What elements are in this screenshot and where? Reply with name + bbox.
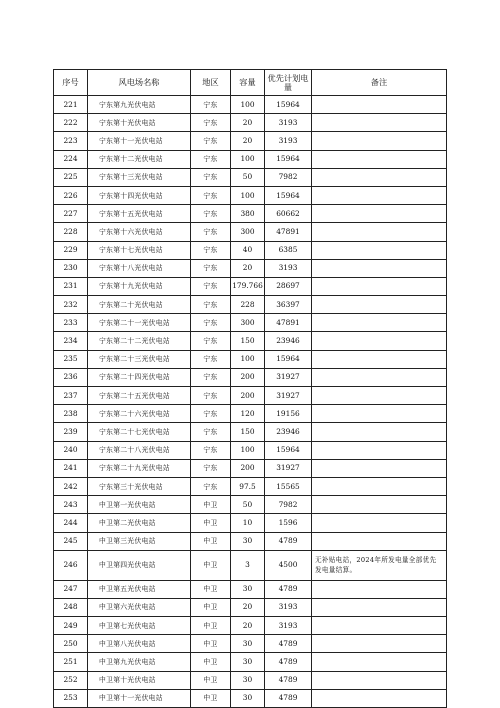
cell-index: 241	[54, 459, 88, 477]
cell-remarks	[312, 259, 447, 277]
cell-capacity: 20	[231, 617, 265, 635]
cell-station-name: 中卫第十光伏电站	[88, 671, 191, 689]
cell-station-name: 宁东第十一光伏电站	[88, 132, 191, 150]
cell-station-name: 宁东第二十光伏电站	[88, 296, 191, 314]
cell-priority-energy: 3193	[265, 598, 312, 616]
cell-region: 中卫	[191, 689, 231, 707]
power-station-table	[53, 69, 447, 708]
cell-region: 宁东	[191, 368, 231, 386]
table-row	[54, 96, 447, 114]
table-row	[54, 405, 447, 423]
cell-region: 中卫	[191, 617, 231, 635]
cell-region: 宁东	[191, 96, 231, 114]
cell-index: 224	[54, 150, 88, 168]
cell-capacity: 40	[231, 241, 265, 259]
cell-region: 宁东	[191, 223, 231, 241]
table-row	[54, 441, 447, 459]
cell-remarks	[312, 205, 447, 223]
table-row	[54, 368, 447, 386]
cell-remarks	[312, 241, 447, 259]
header-name: 风电场名称	[88, 70, 191, 96]
cell-region: 宁东	[191, 186, 231, 204]
cell-index: 240	[54, 441, 88, 459]
cell-remarks	[312, 132, 447, 150]
table-row	[54, 150, 447, 168]
table-row	[54, 635, 447, 653]
cell-station-name: 宁东第十四光伏电站	[88, 186, 191, 204]
cell-remarks	[312, 423, 447, 441]
cell-index: 229	[54, 241, 88, 259]
table-row	[54, 205, 447, 223]
cell-priority-energy: 3193	[265, 617, 312, 635]
cell-remarks	[312, 598, 447, 616]
table-row	[54, 671, 447, 689]
cell-station-name: 中卫第七光伏电站	[88, 617, 191, 635]
cell-priority-energy: 4789	[265, 580, 312, 598]
table-header-row	[54, 70, 447, 96]
cell-priority-energy: 7982	[265, 168, 312, 186]
cell-station-name: 中卫第四光伏电站	[88, 550, 191, 580]
cell-station-name: 宁东第二十八光伏电站	[88, 441, 191, 459]
cell-priority-energy: 47891	[265, 314, 312, 332]
cell-remarks	[312, 223, 447, 241]
cell-index: 226	[54, 186, 88, 204]
cell-remarks	[312, 332, 447, 350]
cell-capacity: 30	[231, 532, 265, 550]
cell-index: 249	[54, 617, 88, 635]
cell-priority-energy: 47891	[265, 223, 312, 241]
cell-index: 233	[54, 314, 88, 332]
cell-station-name: 宁东第二十二光伏电站	[88, 332, 191, 350]
table-row	[54, 598, 447, 616]
cell-priority-energy: 4789	[265, 689, 312, 707]
cell-priority-energy: 4789	[265, 635, 312, 653]
cell-region: 宁东	[191, 441, 231, 459]
cell-priority-energy: 15964	[265, 186, 312, 204]
cell-remarks	[312, 459, 447, 477]
cell-region: 宁东	[191, 459, 231, 477]
cell-capacity: 30	[231, 671, 265, 689]
cell-region: 宁东	[191, 132, 231, 150]
cell-priority-energy: 3193	[265, 114, 312, 132]
cell-station-name: 宁东第二十三光伏电站	[88, 350, 191, 368]
cell-region: 中卫	[191, 598, 231, 616]
cell-remarks	[312, 387, 447, 405]
cell-capacity: 300	[231, 223, 265, 241]
cell-index: 246	[54, 550, 88, 580]
cell-remarks	[312, 496, 447, 514]
cell-station-name: 宁东第十光伏电站	[88, 114, 191, 132]
cell-remarks	[312, 96, 447, 114]
cell-region: 中卫	[191, 635, 231, 653]
cell-remarks	[312, 441, 447, 459]
header-capacity: 容量	[231, 70, 265, 96]
cell-capacity: 30	[231, 580, 265, 598]
cell-region: 宁东	[191, 114, 231, 132]
cell-capacity: 200	[231, 368, 265, 386]
cell-station-name: 宁东第二十九光伏电站	[88, 459, 191, 477]
cell-priority-energy: 7982	[265, 496, 312, 514]
cell-region: 中卫	[191, 550, 231, 580]
cell-index: 242	[54, 477, 88, 495]
cell-priority-energy: 15964	[265, 96, 312, 114]
cell-remarks	[312, 314, 447, 332]
header-remarks: 备注	[312, 70, 447, 96]
cell-priority-energy: 4789	[265, 671, 312, 689]
cell-capacity: 3	[231, 550, 265, 580]
cell-station-name: 宁东第三十光伏电站	[88, 477, 191, 495]
cell-station-name: 中卫第一光伏电站	[88, 496, 191, 514]
cell-index: 227	[54, 205, 88, 223]
table-row	[54, 532, 447, 550]
cell-region: 宁东	[191, 168, 231, 186]
cell-priority-energy: 15964	[265, 350, 312, 368]
cell-region: 宁东	[191, 150, 231, 168]
table-row	[54, 653, 447, 671]
cell-index: 230	[54, 259, 88, 277]
cell-index: 248	[54, 598, 88, 616]
cell-index: 225	[54, 168, 88, 186]
cell-region: 宁东	[191, 241, 231, 259]
cell-priority-energy: 23946	[265, 332, 312, 350]
cell-region: 中卫	[191, 496, 231, 514]
cell-capacity: 20	[231, 259, 265, 277]
cell-remarks	[312, 617, 447, 635]
cell-region: 宁东	[191, 332, 231, 350]
cell-capacity: 300	[231, 314, 265, 332]
cell-capacity: 50	[231, 496, 265, 514]
cell-station-name: 中卫第十一光伏电站	[88, 689, 191, 707]
cell-region: 宁东	[191, 350, 231, 368]
cell-capacity: 97.5	[231, 477, 265, 495]
table-row	[54, 186, 447, 204]
cell-station-name: 中卫第九光伏电站	[88, 653, 191, 671]
cell-remarks	[312, 653, 447, 671]
cell-index: 236	[54, 368, 88, 386]
table-row	[54, 314, 447, 332]
header-region: 地区	[191, 70, 231, 96]
cell-region: 宁东	[191, 405, 231, 423]
table-row	[54, 617, 447, 635]
cell-region: 宁东	[191, 296, 231, 314]
table-row	[54, 387, 447, 405]
cell-priority-energy: 31927	[265, 387, 312, 405]
cell-station-name: 中卫第三光伏电站	[88, 532, 191, 550]
cell-station-name: 中卫第五光伏电站	[88, 580, 191, 598]
cell-index: 239	[54, 423, 88, 441]
cell-remarks	[312, 296, 447, 314]
cell-index: 235	[54, 350, 88, 368]
cell-index: 244	[54, 514, 88, 532]
cell-remarks	[312, 168, 447, 186]
cell-priority-energy: 3193	[265, 259, 312, 277]
cell-index: 243	[54, 496, 88, 514]
cell-priority-energy: 23946	[265, 423, 312, 441]
table-row	[54, 580, 447, 598]
table-row	[54, 514, 447, 532]
cell-region: 中卫	[191, 580, 231, 598]
cell-capacity: 150	[231, 423, 265, 441]
cell-priority-energy: 3193	[265, 132, 312, 150]
cell-station-name: 宁东第十二光伏电站	[88, 150, 191, 168]
cell-priority-energy: 6385	[265, 241, 312, 259]
cell-station-name: 宁东第二十四光伏电站	[88, 368, 191, 386]
cell-station-name: 宁东第十五光伏电站	[88, 205, 191, 223]
table-row	[54, 168, 447, 186]
cell-index: 231	[54, 277, 88, 295]
cell-station-name: 宁东第十九光伏电站	[88, 277, 191, 295]
table-row	[54, 132, 447, 150]
cell-priority-energy: 31927	[265, 459, 312, 477]
cell-remarks	[312, 150, 447, 168]
table-row	[54, 423, 447, 441]
table-row	[54, 241, 447, 259]
cell-region: 中卫	[191, 532, 231, 550]
table-row	[54, 277, 447, 295]
cell-capacity: 380	[231, 205, 265, 223]
cell-remarks	[312, 405, 447, 423]
cell-station-name: 宁东第二十七光伏电站	[88, 423, 191, 441]
header-priority-energy: 优先计划电量	[265, 70, 312, 96]
cell-priority-energy: 15565	[265, 477, 312, 495]
table-row	[54, 689, 447, 707]
table-row	[54, 296, 447, 314]
table-row	[54, 114, 447, 132]
table-row	[54, 332, 447, 350]
table-body	[54, 96, 447, 708]
cell-capacity: 150	[231, 332, 265, 350]
cell-priority-energy: 36397	[265, 296, 312, 314]
cell-remarks	[312, 350, 447, 368]
cell-capacity: 30	[231, 635, 265, 653]
cell-capacity: 100	[231, 186, 265, 204]
cell-remarks	[312, 186, 447, 204]
cell-capacity: 20	[231, 114, 265, 132]
table-row	[54, 223, 447, 241]
cell-priority-energy: 15964	[265, 150, 312, 168]
cell-station-name: 宁东第二十一光伏电站	[88, 314, 191, 332]
cell-capacity: 100	[231, 96, 265, 114]
cell-index: 251	[54, 653, 88, 671]
cell-station-name: 宁东第十三光伏电站	[88, 168, 191, 186]
cell-region: 中卫	[191, 671, 231, 689]
cell-index: 245	[54, 532, 88, 550]
cell-priority-energy: 31927	[265, 368, 312, 386]
cell-priority-energy: 1596	[265, 514, 312, 532]
cell-priority-energy: 15964	[265, 441, 312, 459]
cell-region: 宁东	[191, 259, 231, 277]
cell-remarks: 无补贴电站，2024年所发电量全部优先发电量结算。	[312, 550, 447, 580]
cell-capacity: 228	[231, 296, 265, 314]
cell-priority-energy: 60662	[265, 205, 312, 223]
table-row	[54, 350, 447, 368]
cell-station-name: 宁东第十八光伏电站	[88, 259, 191, 277]
cell-remarks	[312, 580, 447, 598]
cell-capacity: 120	[231, 405, 265, 423]
cell-capacity: 200	[231, 387, 265, 405]
cell-capacity: 30	[231, 653, 265, 671]
cell-station-name: 宁东第十七光伏电站	[88, 241, 191, 259]
cell-capacity: 10	[231, 514, 265, 532]
cell-capacity: 50	[231, 168, 265, 186]
header-index: 序号	[54, 70, 88, 96]
cell-remarks	[312, 689, 447, 707]
cell-index: 252	[54, 671, 88, 689]
cell-region: 中卫	[191, 514, 231, 532]
cell-capacity: 20	[231, 132, 265, 150]
cell-station-name: 宁东第二十六光伏电站	[88, 405, 191, 423]
cell-region: 宁东	[191, 423, 231, 441]
table-row	[54, 459, 447, 477]
cell-index: 223	[54, 132, 88, 150]
cell-region: 宁东	[191, 314, 231, 332]
cell-station-name: 宁东第九光伏电站	[88, 96, 191, 114]
cell-index: 237	[54, 387, 88, 405]
cell-capacity: 20	[231, 598, 265, 616]
cell-remarks	[312, 477, 447, 495]
cell-station-name: 宁东第二十五光伏电站	[88, 387, 191, 405]
cell-remarks	[312, 532, 447, 550]
cell-region: 宁东	[191, 277, 231, 295]
cell-station-name: 中卫第八光伏电站	[88, 635, 191, 653]
cell-remarks	[312, 514, 447, 532]
cell-station-name: 中卫第二光伏电站	[88, 514, 191, 532]
table-row	[54, 477, 447, 495]
cell-region: 宁东	[191, 205, 231, 223]
cell-remarks	[312, 671, 447, 689]
table-row	[54, 496, 447, 514]
cell-region: 宁东	[191, 477, 231, 495]
cell-capacity: 179.766	[231, 277, 265, 295]
cell-priority-energy: 19156	[265, 405, 312, 423]
cell-remarks	[312, 368, 447, 386]
cell-priority-energy: 4500	[265, 550, 312, 580]
cell-index: 228	[54, 223, 88, 241]
cell-index: 247	[54, 580, 88, 598]
cell-station-name: 中卫第六光伏电站	[88, 598, 191, 616]
table-row	[54, 259, 447, 277]
cell-capacity: 200	[231, 459, 265, 477]
cell-index: 238	[54, 405, 88, 423]
cell-station-name: 宁东第十六光伏电站	[88, 223, 191, 241]
cell-index: 232	[54, 296, 88, 314]
cell-priority-energy: 4789	[265, 532, 312, 550]
cell-priority-energy: 4789	[265, 653, 312, 671]
cell-region: 中卫	[191, 653, 231, 671]
cell-capacity: 100	[231, 150, 265, 168]
table-row	[54, 550, 447, 580]
cell-region: 宁东	[191, 387, 231, 405]
cell-index: 253	[54, 689, 88, 707]
cell-capacity: 100	[231, 441, 265, 459]
cell-capacity: 100	[231, 350, 265, 368]
cell-remarks	[312, 114, 447, 132]
cell-priority-energy: 28697	[265, 277, 312, 295]
cell-index: 234	[54, 332, 88, 350]
cell-capacity: 30	[231, 689, 265, 707]
cell-index: 222	[54, 114, 88, 132]
cell-remarks	[312, 277, 447, 295]
cell-index: 250	[54, 635, 88, 653]
cell-remarks	[312, 635, 447, 653]
cell-index: 221	[54, 96, 88, 114]
